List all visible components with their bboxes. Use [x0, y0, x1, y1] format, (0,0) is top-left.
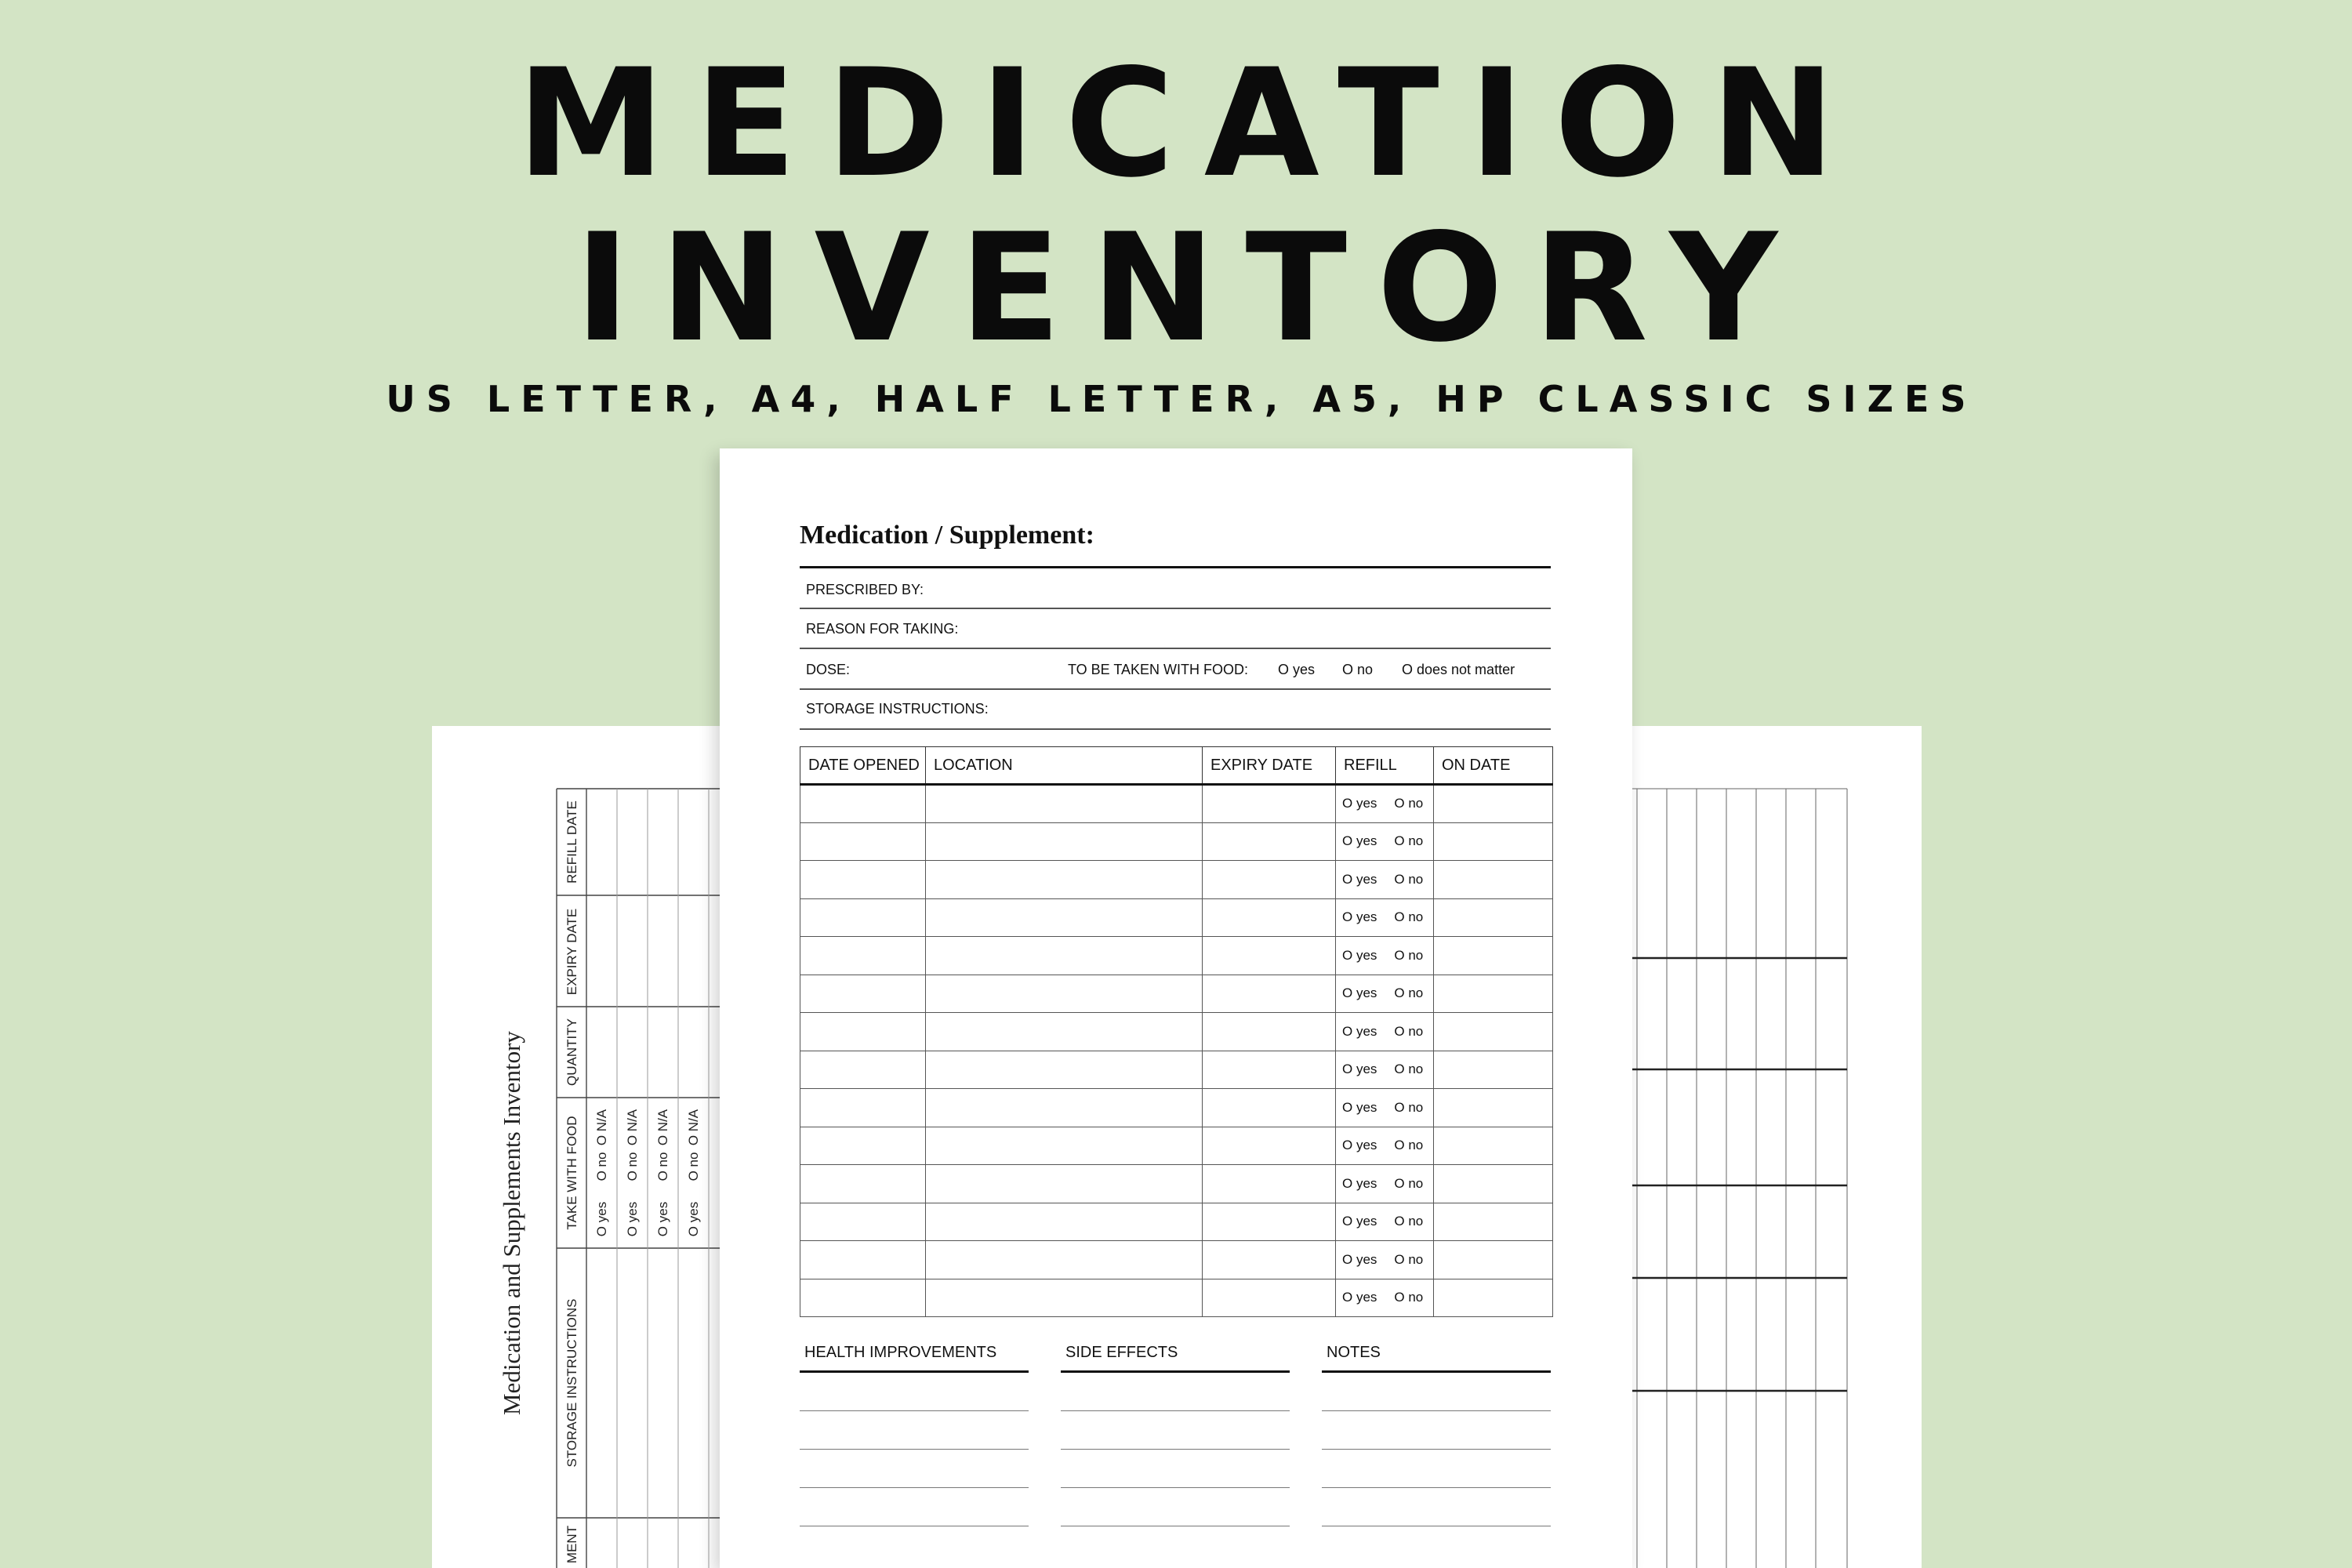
on-date-cell[interactable]: [1434, 1165, 1553, 1203]
refill-cell[interactable]: [1336, 898, 1434, 937]
date-opened-cell[interactable]: [800, 822, 926, 861]
note-line[interactable]: [1322, 1411, 1551, 1450]
refill-no-option[interactable]: O no: [1394, 985, 1424, 1001]
refill-yes-option[interactable]: O yes: [1342, 833, 1377, 849]
refill-no-option[interactable]: O no: [1394, 1099, 1424, 1115]
location-cell[interactable]: [926, 975, 1203, 1013]
expiry-date-cell[interactable]: [1203, 1203, 1336, 1241]
refill-no-option[interactable]: O no: [1394, 1062, 1424, 1077]
note-line[interactable]: [1322, 1373, 1551, 1411]
col-expiry-date: EXPIRY DATE: [1203, 747, 1336, 785]
medication-log-table: [800, 746, 1553, 1317]
expiry-date-cell[interactable]: [1203, 1279, 1336, 1317]
expiry-date-cell[interactable]: [1203, 975, 1336, 1013]
location-cell[interactable]: [926, 1127, 1203, 1165]
note-line[interactable]: [1322, 1488, 1551, 1526]
location-cell[interactable]: [926, 898, 1203, 937]
refill-yes-option[interactable]: O yes: [1342, 1290, 1377, 1305]
storage-label: STORAGE INSTRUCTIONS:: [806, 701, 989, 717]
with-food-label: TO BE TAKEN WITH FOOD:: [1068, 662, 1249, 677]
date-opened-cell[interactable]: [800, 1165, 926, 1203]
table-row: [800, 1165, 1553, 1203]
refill-no-option[interactable]: O no: [1394, 1290, 1424, 1305]
location-cell[interactable]: [926, 1241, 1203, 1279]
table-row: [800, 975, 1553, 1013]
table-row: [800, 1127, 1553, 1165]
expiry-date-cell[interactable]: [1203, 861, 1336, 899]
dose-label: DOSE:: [806, 662, 851, 677]
date-opened-cell[interactable]: [800, 1013, 926, 1051]
expiry-date-cell[interactable]: [1203, 785, 1336, 823]
col-date-opened: DATE OPENED: [800, 747, 926, 785]
refill-yes-option[interactable]: O yes: [1342, 1062, 1377, 1077]
refill-cell[interactable]: [1336, 1203, 1434, 1241]
refill-yes-option[interactable]: O yes: [1342, 1214, 1377, 1229]
refill-no-option[interactable]: O no: [1394, 833, 1424, 849]
table-row: [800, 898, 1553, 937]
table-row: [800, 822, 1553, 861]
refill-yes-option[interactable]: O yes: [1342, 1251, 1377, 1267]
date-opened-cell[interactable]: [800, 898, 926, 937]
refill-yes-option[interactable]: O yes: [1342, 796, 1377, 811]
on-date-cell[interactable]: [1434, 785, 1553, 823]
on-date-cell[interactable]: [1434, 861, 1553, 899]
title-rule: [800, 566, 1551, 568]
refill-yes-option[interactable]: O yes: [1342, 1138, 1377, 1153]
location-cell[interactable]: [926, 1013, 1203, 1051]
refill-no-option[interactable]: O no: [1394, 1175, 1424, 1191]
table-row: [800, 1051, 1553, 1089]
table-row: [800, 1089, 1553, 1127]
date-opened-cell[interactable]: [800, 1279, 926, 1317]
side-effects-heading: SIDE EFFECTS: [1065, 1344, 1178, 1361]
expiry-date-cell[interactable]: [1203, 1165, 1336, 1203]
refill-yes-option[interactable]: O yes: [1342, 1099, 1377, 1115]
on-date-cell[interactable]: [1434, 937, 1553, 975]
refill-no-option[interactable]: O no: [1394, 909, 1424, 925]
side-effects-section: [1061, 1344, 1290, 1526]
date-opened-cell[interactable]: [800, 1051, 926, 1089]
expiry-date-cell[interactable]: [1203, 822, 1336, 861]
refill-cell[interactable]: [1336, 1013, 1434, 1051]
location-cell[interactable]: [926, 1203, 1203, 1241]
location-cell[interactable]: [926, 937, 1203, 975]
food-no-option[interactable]: O no: [1342, 662, 1374, 677]
refill-cell[interactable]: [1336, 1127, 1434, 1165]
col-refill: REFILL: [1336, 747, 1434, 785]
note-line[interactable]: [1322, 1450, 1551, 1488]
note-line[interactable]: [1061, 1411, 1290, 1450]
refill-cell[interactable]: [1336, 785, 1434, 823]
date-opened-cell[interactable]: [800, 1089, 926, 1127]
date-opened-cell[interactable]: [800, 1241, 926, 1279]
note-line[interactable]: [1061, 1488, 1290, 1526]
reason-label: REASON FOR TAKING:: [806, 621, 959, 637]
note-line[interactable]: [1061, 1450, 1290, 1488]
on-date-cell[interactable]: [1434, 1279, 1553, 1317]
field-rule: [800, 728, 1551, 730]
field-rule: [800, 608, 1551, 609]
field-rule: [800, 648, 1551, 649]
on-date-cell[interactable]: [1434, 898, 1553, 937]
on-date-cell[interactable]: [1434, 822, 1553, 861]
table-body: [800, 785, 1553, 1317]
col-on-date: ON DATE: [1434, 747, 1553, 785]
refill-cell[interactable]: [1336, 1165, 1434, 1203]
on-date-cell[interactable]: [1434, 1127, 1553, 1165]
location-cell[interactable]: [926, 861, 1203, 899]
refill-cell[interactable]: [1336, 975, 1434, 1013]
refill-no-option[interactable]: O no: [1394, 871, 1424, 887]
note-line[interactable]: [800, 1488, 1029, 1526]
banner-subtitle: US LETTER, A4, HALF LETTER, A5, HP CLASSIC SIZES: [386, 378, 1977, 420]
refill-cell[interactable]: [1336, 1051, 1434, 1089]
food-does-not-matter-option[interactable]: O does not matter: [1402, 662, 1515, 677]
table-row: [800, 1013, 1553, 1051]
note-line[interactable]: [1061, 1373, 1290, 1411]
on-date-cell[interactable]: [1434, 1013, 1553, 1051]
note-line[interactable]: [800, 1411, 1029, 1450]
table-header-row: [800, 747, 1553, 785]
prescribed-by-label: PRESCRIBED BY:: [806, 582, 924, 597]
location-cell[interactable]: [926, 1165, 1203, 1203]
refill-no-option[interactable]: O no: [1394, 1251, 1424, 1267]
notes-heading: NOTES: [1327, 1344, 1381, 1361]
on-date-cell[interactable]: [1434, 1203, 1553, 1241]
expiry-date-cell[interactable]: [1203, 937, 1336, 975]
expiry-date-cell[interactable]: [1203, 1127, 1336, 1165]
expiry-date-cell[interactable]: [1203, 1241, 1336, 1279]
refill-no-option[interactable]: O no: [1394, 947, 1424, 963]
location-cell[interactable]: [926, 785, 1203, 823]
on-date-cell[interactable]: [1434, 1051, 1553, 1089]
date-opened-cell[interactable]: [800, 1203, 926, 1241]
refill-yes-option[interactable]: O yes: [1342, 871, 1377, 887]
refill-yes-option[interactable]: O yes: [1342, 909, 1377, 925]
refill-yes-option[interactable]: O yes: [1342, 1175, 1377, 1191]
table-row: [800, 1203, 1553, 1241]
location-cell[interactable]: [926, 1279, 1203, 1317]
expiry-date-cell[interactable]: [1203, 1051, 1336, 1089]
back-page-title-text: Medication and Supplements Inventory: [498, 1031, 525, 1415]
date-opened-cell[interactable]: [800, 785, 926, 823]
refill-no-option[interactable]: O no: [1394, 1023, 1424, 1039]
refill-cell[interactable]: [1336, 822, 1434, 861]
location-cell[interactable]: [926, 1089, 1203, 1127]
table-row: [800, 861, 1553, 899]
expiry-date-cell[interactable]: [1203, 898, 1336, 937]
on-date-cell[interactable]: [1434, 1241, 1553, 1279]
refill-cell[interactable]: [1336, 1241, 1434, 1279]
refill-no-option[interactable]: O no: [1394, 796, 1424, 811]
notes-section: [1322, 1344, 1551, 1526]
table-row: [800, 937, 1553, 975]
table-row: [800, 1241, 1553, 1279]
banner-title-line2: INVENTORY: [574, 201, 1808, 375]
refill-yes-option[interactable]: O yes: [1342, 947, 1377, 963]
date-opened-cell[interactable]: [800, 861, 926, 899]
refill-cell[interactable]: [1336, 861, 1434, 899]
health-improvements-section: [800, 1344, 1029, 1526]
table-row: [800, 1279, 1553, 1317]
field-rule: [800, 688, 1551, 690]
back-page-right-grid: [1632, 784, 1852, 1568]
location-cell[interactable]: [926, 822, 1203, 861]
banner-title-line1: MEDICATION: [517, 37, 1865, 210]
refill-yes-option[interactable]: O yes: [1342, 985, 1377, 1001]
refill-cell[interactable]: [1336, 1279, 1434, 1317]
date-opened-cell[interactable]: [800, 937, 926, 975]
location-cell[interactable]: [926, 1051, 1203, 1089]
medication-title: Medication / Supplement:: [800, 521, 1094, 550]
date-opened-cell[interactable]: [800, 975, 926, 1013]
expiry-date-cell[interactable]: [1203, 1089, 1336, 1127]
expiry-date-cell[interactable]: [1203, 1013, 1336, 1051]
refill-cell[interactable]: [1336, 1089, 1434, 1127]
refill-no-option[interactable]: O no: [1394, 1138, 1424, 1153]
refill-no-option[interactable]: O no: [1394, 1214, 1424, 1229]
refill-cell[interactable]: [1336, 937, 1434, 975]
front-medication-page: [720, 448, 1632, 1568]
health-improvements-heading: HEALTH IMPROVEMENTS: [804, 1344, 997, 1361]
refill-yes-option[interactable]: O yes: [1342, 1023, 1377, 1039]
on-date-cell[interactable]: [1434, 975, 1553, 1013]
note-line[interactable]: [800, 1373, 1029, 1411]
table-row: [800, 785, 1553, 823]
date-opened-cell[interactable]: [800, 1127, 926, 1165]
on-date-cell[interactable]: [1434, 1089, 1553, 1127]
col-location: LOCATION: [926, 747, 1203, 785]
food-yes-option[interactable]: O yes: [1278, 662, 1316, 677]
note-line[interactable]: [800, 1450, 1029, 1488]
